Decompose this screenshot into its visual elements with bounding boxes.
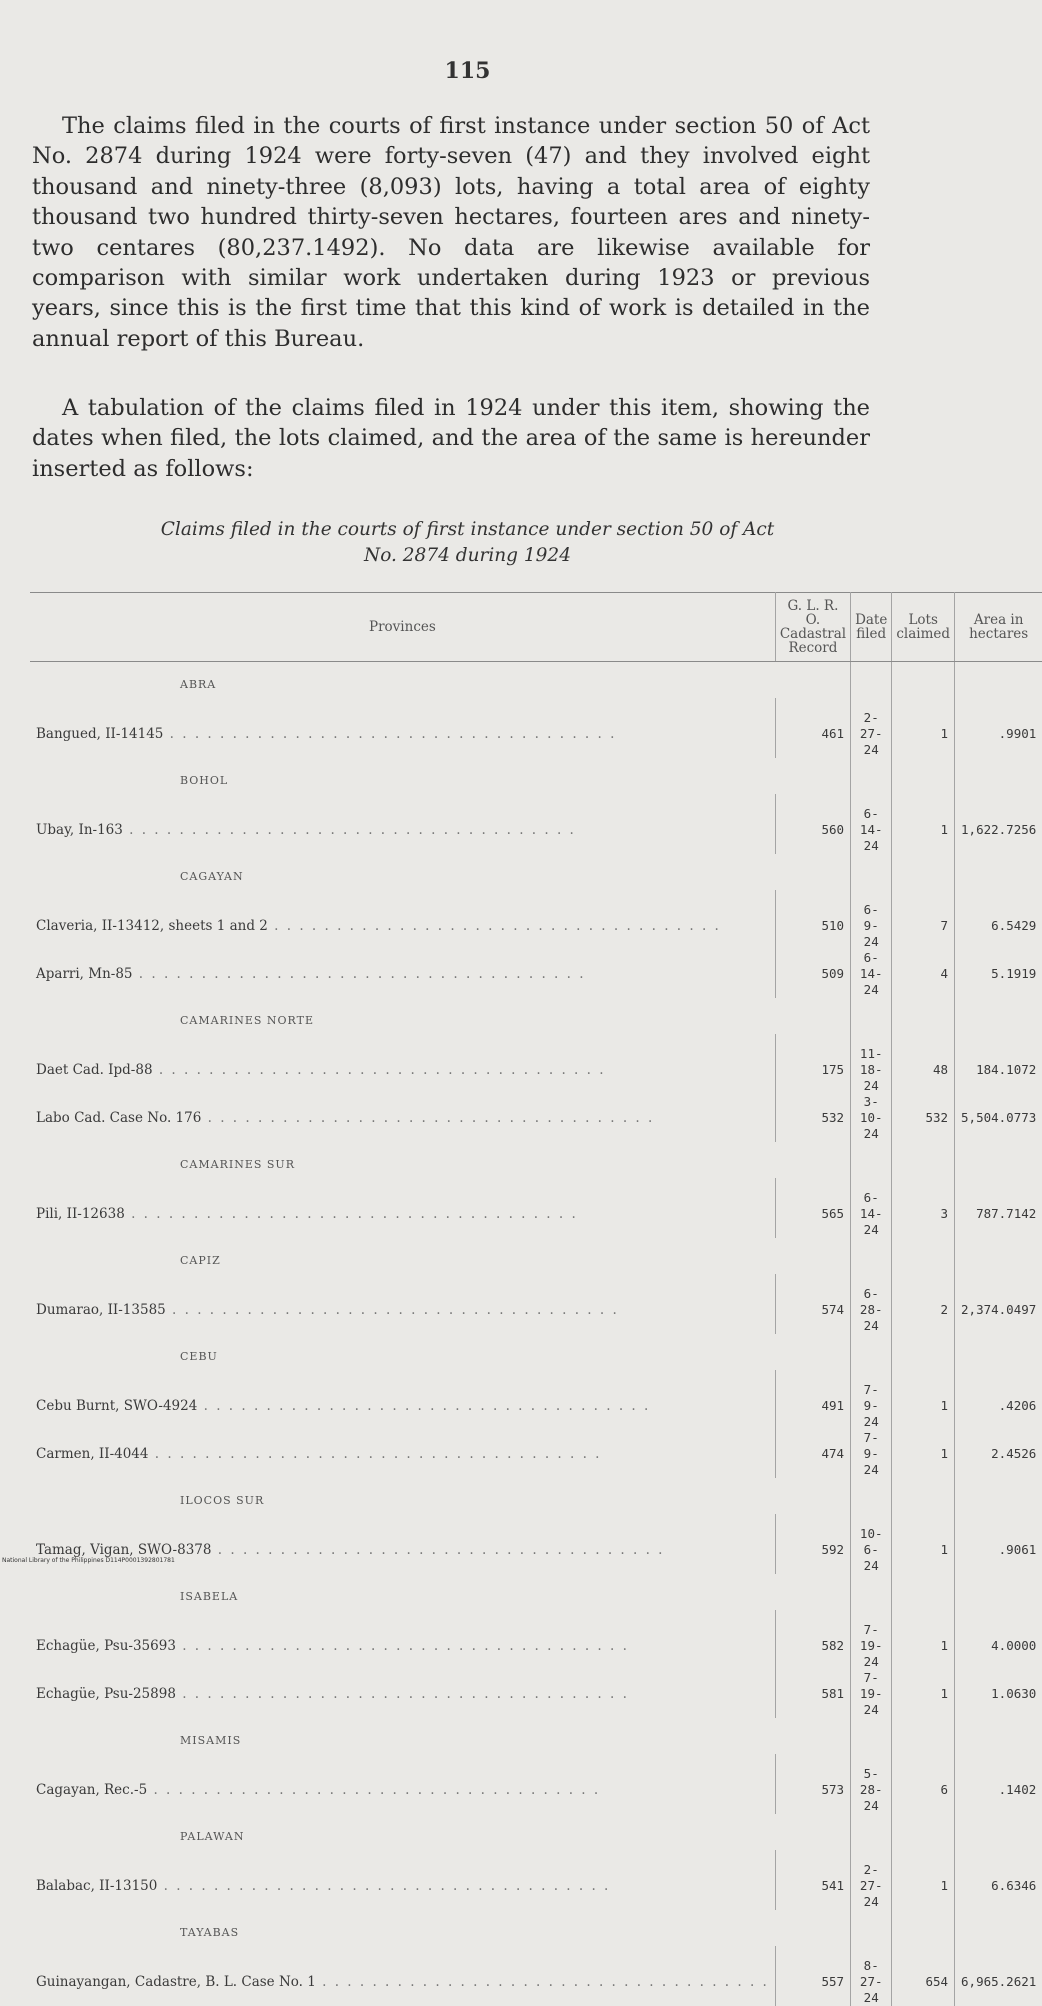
empty-cell	[775, 1574, 850, 1610]
area-hectares-cell: 2.4526	[955, 1430, 1042, 1478]
empty-cell	[955, 1814, 1042, 1850]
section-row	[30, 1478, 1042, 1514]
date-filed-cell: 8-27-24	[851, 1946, 892, 2006]
claim-location	[30, 890, 775, 950]
empty-cell	[851, 1718, 892, 1754]
province-heading: CAMARINES SUR	[30, 1142, 775, 1178]
table-row	[30, 1370, 1042, 1430]
province-heading: TAYABAS	[30, 1910, 775, 1946]
lots-claimed-cell: 654	[892, 1946, 955, 2006]
empty-cell	[892, 1334, 955, 1370]
empty-cell	[775, 1478, 850, 1514]
section-row	[30, 998, 1042, 1034]
section-row	[30, 1142, 1042, 1178]
empty-cell	[892, 758, 955, 794]
table-row	[30, 1946, 1042, 2006]
section-row	[30, 1718, 1042, 1754]
area-hectares-cell: 6.5429	[955, 890, 1042, 950]
claim-location-text: Balabac, II-13150	[36, 1878, 157, 1894]
table-row	[30, 1754, 1042, 1814]
lots-claimed-cell: 1	[892, 1514, 955, 1574]
date-filed-cell: 5-28-24	[851, 1754, 892, 1814]
area-hectares-cell: 5,504.0773	[955, 1094, 1042, 1142]
date-filed-cell: 7- 9-24	[851, 1370, 892, 1430]
page-number: 115	[0, 58, 935, 84]
empty-cell	[851, 758, 892, 794]
claim-location-text: Guinayangan, Cadastre, B. L. Case No. 1	[36, 1974, 316, 1990]
cadastral-record-cell: 557	[775, 1946, 850, 2006]
empty-cell	[892, 1142, 955, 1178]
table-row	[30, 698, 1042, 758]
area-hectares-cell: 6,965.2621	[955, 1946, 1042, 2006]
cadastral-record-cell: 532	[775, 1094, 850, 1142]
lots-claimed-cell: 7	[892, 890, 955, 950]
lots-claimed-cell: 6	[892, 1754, 955, 1814]
lots-claimed-cell: 1	[892, 794, 955, 854]
province-heading: ILOCOS SUR	[30, 1478, 775, 1514]
area-hectares-cell: 787.7142	[955, 1178, 1042, 1238]
province-heading: BOHOL	[30, 758, 775, 794]
lots-claimed-cell: 1	[892, 1850, 955, 1910]
empty-cell	[851, 1142, 892, 1178]
province-heading: CAGAYAN	[30, 854, 775, 890]
table-caption-line-2: No. 2874 during 1924	[0, 543, 935, 569]
claim-location	[30, 1370, 775, 1430]
claim-location-text: Claveria, II-13412, sheets 1 and 2	[36, 918, 268, 934]
dot-leader: . . . . . . . . . . . . . . . . . . . . . . . . . . . . . . . . . . . .	[197, 1398, 650, 1414]
empty-cell	[955, 1718, 1042, 1754]
date-filed-cell: 11-18-24	[851, 1034, 892, 1094]
claim-location-text: Tamag, Vigan, SWO-8378	[36, 1542, 211, 1558]
empty-cell	[851, 1238, 892, 1274]
section-row	[30, 854, 1042, 890]
footer-note: National Library of the Philippines D114P0001392801781	[2, 1557, 175, 1564]
empty-cell	[851, 998, 892, 1034]
date-filed-cell: 6-14-24	[851, 794, 892, 854]
empty-cell	[955, 1574, 1042, 1610]
cadastral-record-cell: 560	[775, 794, 850, 854]
empty-cell	[851, 1334, 892, 1370]
claim-location	[30, 1178, 775, 1238]
area-hectares-cell: 2,374.0497	[955, 1274, 1042, 1334]
dot-leader: . . . . . . . . . . . . . . . . . . . . . . . . . . . . . . . . . . . .	[316, 1974, 769, 1990]
claim-location	[30, 1274, 775, 1334]
claim-location	[30, 1850, 775, 1910]
paragraph-claims-summary: The claims filed in the courts of first instance under section 50 of Act No. 2874 during 1924 were forty-seven (47) and they involved eight thousand and ninety-three (8,093) lots, having a total area of eighty thousand two hundred thirty-seven hectares, fourteen ares and ninety-two centares (80,237.1492). No data are likewise available for comparison with similar work undertaken during 1923 or previous years, since this is the first time that this kind of work is detailed in the annual report of this Bureau.	[32, 111, 870, 354]
lots-claimed-cell: 1	[892, 1370, 955, 1430]
area-hectares-cell: 4.0000	[955, 1610, 1042, 1670]
date-filed-cell: 6- 9-24	[851, 890, 892, 950]
cadastral-record-cell: 509	[775, 950, 850, 998]
claim-location-text: Labo Cad. Case No. 176	[36, 1110, 201, 1126]
date-filed-cell: 6-28-24	[851, 1274, 892, 1334]
header-provinces: Provinces	[30, 593, 775, 662]
claim-location	[30, 794, 775, 854]
empty-cell	[775, 1910, 850, 1946]
dot-leader: . . . . . . . . . . . . . . . . . . . . . . . . . . . . . . . . . . . .	[176, 1638, 629, 1654]
section-row	[30, 1910, 1042, 1946]
section-row	[30, 1238, 1042, 1274]
claim-location	[30, 1670, 775, 1718]
table-row	[30, 1670, 1042, 1718]
claim-location	[30, 1094, 775, 1142]
claim-location-text: Bangued, II-14145	[36, 726, 163, 742]
table-row	[30, 1850, 1042, 1910]
lots-claimed-cell: 48	[892, 1034, 955, 1094]
province-heading: CAPIZ	[30, 1238, 775, 1274]
table-row	[30, 950, 1042, 998]
section-row	[30, 1574, 1042, 1610]
lots-claimed-cell: 4	[892, 950, 955, 998]
empty-cell	[851, 1574, 892, 1610]
header-lots-claimed: Lots claimed	[892, 593, 955, 662]
table-header-row	[30, 593, 1042, 662]
claim-location-text: Cebu Burnt, SWO-4924	[36, 1398, 197, 1414]
section-row	[30, 1334, 1042, 1370]
area-hectares-cell: 1,622.7256	[955, 794, 1042, 854]
lots-claimed-cell: 1	[892, 1430, 955, 1478]
area-hectares-cell: 6.6346	[955, 1850, 1042, 1910]
date-filed-cell: 3-10-24	[851, 1094, 892, 1142]
claim-location	[30, 1514, 775, 1574]
claims-table	[30, 592, 1042, 2006]
paragraph-tabulation-intro: A tabulation of the claims filed in 1924 under this item, showing the dates when filed, the lots claimed, and the area of the same is hereunder inserted as follows:	[32, 393, 870, 484]
cadastral-record-cell: 582	[775, 1610, 850, 1670]
section-row	[30, 758, 1042, 794]
claim-location-text: Aparri, Mn-85	[36, 966, 133, 982]
area-hectares-cell: 184.1072	[955, 1034, 1042, 1094]
date-filed-cell: 6-14-24	[851, 950, 892, 998]
empty-cell	[851, 1814, 892, 1850]
table-caption	[0, 517, 935, 569]
empty-cell	[955, 1238, 1042, 1274]
header-area-hectares: Area in hectares	[955, 593, 1042, 662]
table-row	[30, 890, 1042, 950]
claim-location	[30, 1430, 775, 1478]
claim-location-text: Dumarao, II-13585	[36, 1302, 166, 1318]
empty-cell	[775, 1334, 850, 1370]
section-row	[30, 1814, 1042, 1850]
date-filed-cell: 7-19-24	[851, 1670, 892, 1718]
claim-location-text: Echagüe, Psu-35693	[36, 1638, 176, 1654]
date-filed-cell: 10- 6-24	[851, 1514, 892, 1574]
empty-cell	[892, 998, 955, 1034]
empty-cell	[892, 1574, 955, 1610]
lots-claimed-cell: 3	[892, 1178, 955, 1238]
table-row	[30, 1610, 1042, 1670]
date-filed-cell: 6-14-24	[851, 1178, 892, 1238]
date-filed-cell: 7- 9-24	[851, 1430, 892, 1478]
empty-cell	[892, 1238, 955, 1274]
empty-cell	[892, 1910, 955, 1946]
empty-cell	[892, 854, 955, 890]
claim-location-text: Pili, II-12638	[36, 1206, 125, 1222]
claim-location	[30, 1034, 775, 1094]
table-row	[30, 1430, 1042, 1478]
empty-cell	[955, 1334, 1042, 1370]
dot-leader: . . . . . . . . . . . . . . . . . . . . . . . . . . . . . . . . . . . .	[163, 726, 616, 742]
cadastral-record-cell: 175	[775, 1034, 850, 1094]
claim-location	[30, 698, 775, 758]
empty-cell	[775, 1814, 850, 1850]
cadastral-record-cell: 491	[775, 1370, 850, 1430]
empty-cell	[775, 998, 850, 1034]
cadastral-record-cell: 592	[775, 1514, 850, 1574]
lots-claimed-cell: 1	[892, 1670, 955, 1718]
claim-location-text: Carmen, II-4044	[36, 1446, 148, 1462]
date-filed-cell: 2-27-24	[851, 1850, 892, 1910]
empty-cell	[955, 1910, 1042, 1946]
area-hectares-cell: .4206	[955, 1370, 1042, 1430]
table-row	[30, 1094, 1042, 1142]
table-row	[30, 1514, 1042, 1574]
claim-location-text: Cagayan, Rec.-5	[36, 1782, 147, 1798]
dot-leader: . . . . . . . . . . . . . . . . . . . . . . . . . . . . . . . . . . . .	[166, 1302, 619, 1318]
empty-cell	[955, 1478, 1042, 1514]
dot-leader: . . . . . . . . . . . . . . . . . . . . . . . . . . . . . . . . . . . .	[201, 1110, 654, 1126]
area-hectares-cell: 5.1919	[955, 950, 1042, 998]
empty-cell	[851, 1478, 892, 1514]
date-filed-cell: 2-27-24	[851, 698, 892, 758]
cadastral-record-cell: 574	[775, 1274, 850, 1334]
claim-location	[30, 950, 775, 998]
table-row	[30, 1178, 1042, 1238]
dot-leader: . . . . . . . . . . . . . . . . . . . . . . . . . . . . . . . . . . . .	[123, 822, 576, 838]
area-hectares-cell: 1.0630	[955, 1670, 1042, 1718]
table-row	[30, 1034, 1042, 1094]
lots-claimed-cell: 532	[892, 1094, 955, 1142]
section-row	[30, 662, 1042, 699]
claim-location	[30, 1610, 775, 1670]
table-caption-line-1: Claims filed in the courts of first instance under section 50 of Act	[0, 517, 935, 543]
cadastral-record-cell: 573	[775, 1754, 850, 1814]
empty-cell	[955, 662, 1042, 699]
area-hectares-cell: .1402	[955, 1754, 1042, 1814]
table-body	[30, 662, 1042, 2006]
empty-cell	[851, 1910, 892, 1946]
province-heading: PALAWAN	[30, 1814, 775, 1850]
province-heading: ABRA	[30, 662, 775, 699]
empty-cell	[955, 758, 1042, 794]
empty-cell	[775, 1142, 850, 1178]
cadastral-record-cell: 510	[775, 890, 850, 950]
dot-leader: . . . . . . . . . . . . . . . . . . . . . . . . . . . . . . . . . . . .	[153, 1062, 606, 1078]
cadastral-record-cell: 461	[775, 698, 850, 758]
table-row	[30, 1274, 1042, 1334]
empty-cell	[892, 1814, 955, 1850]
empty-cell	[955, 998, 1042, 1034]
dot-leader: . . . . . . . . . . . . . . . . . . . . . . . . . . . . . . . . . . . .	[211, 1542, 664, 1558]
date-filed-cell: 7-19-24	[851, 1610, 892, 1670]
claim-location	[30, 1946, 775, 2006]
empty-cell	[775, 854, 850, 890]
dot-leader: . . . . . . . . . . . . . . . . . . . . . . . . . . . . . . . . . . . .	[133, 966, 586, 982]
province-heading: CEBU	[30, 1334, 775, 1370]
cadastral-record-cell: 474	[775, 1430, 850, 1478]
lots-claimed-cell: 1	[892, 1610, 955, 1670]
cadastral-record-cell: 581	[775, 1670, 850, 1718]
empty-cell	[892, 1718, 955, 1754]
empty-cell	[775, 662, 850, 699]
empty-cell	[851, 854, 892, 890]
claim-location	[30, 1754, 775, 1814]
dot-leader: . . . . . . . . . . . . . . . . . . . . . . . . . . . . . . . . . . . .	[268, 918, 721, 934]
province-heading: CAMARINES NORTE	[30, 998, 775, 1034]
area-hectares-cell: .9061	[955, 1514, 1042, 1574]
claims-table-container	[30, 592, 871, 2006]
dot-leader: . . . . . . . . . . . . . . . . . . . . . . . . . . . . . . . . . . . .	[125, 1206, 578, 1222]
claim-location-text: Echagüe, Psu-25898	[36, 1686, 176, 1702]
dot-leader: . . . . . . . . . . . . . . . . . . . . . . . . . . . . . . . . . . . .	[176, 1686, 629, 1702]
claim-location-text: Daet Cad. Ipd-88	[36, 1062, 153, 1078]
header-cadastral-record: G. L. R. O. Cadastral Record	[775, 593, 850, 662]
lots-claimed-cell: 1	[892, 698, 955, 758]
province-heading: MISAMIS	[30, 1718, 775, 1754]
empty-cell	[775, 1238, 850, 1274]
empty-cell	[892, 1478, 955, 1514]
province-heading: ISABELA	[30, 1574, 775, 1610]
lots-claimed-cell: 2	[892, 1274, 955, 1334]
header-date-filed: Date filed	[851, 593, 892, 662]
empty-cell	[775, 1718, 850, 1754]
empty-cell	[955, 1142, 1042, 1178]
table-row	[30, 794, 1042, 854]
area-hectares-cell: .9901	[955, 698, 1042, 758]
empty-cell	[851, 662, 892, 699]
empty-cell	[955, 854, 1042, 890]
empty-cell	[892, 662, 955, 699]
cadastral-record-cell: 565	[775, 1178, 850, 1238]
dot-leader: . . . . . . . . . . . . . . . . . . . . . . . . . . . . . . . . . . . .	[148, 1446, 601, 1462]
claim-location-text: Ubay, In-163	[36, 822, 123, 838]
dot-leader: . . . . . . . . . . . . . . . . . . . . . . . . . . . . . . . . . . . .	[157, 1878, 610, 1894]
empty-cell	[775, 758, 850, 794]
dot-leader: . . . . . . . . . . . . . . . . . . . . . . . . . . . . . . . . . . . .	[147, 1782, 600, 1798]
cadastral-record-cell: 541	[775, 1850, 850, 1910]
